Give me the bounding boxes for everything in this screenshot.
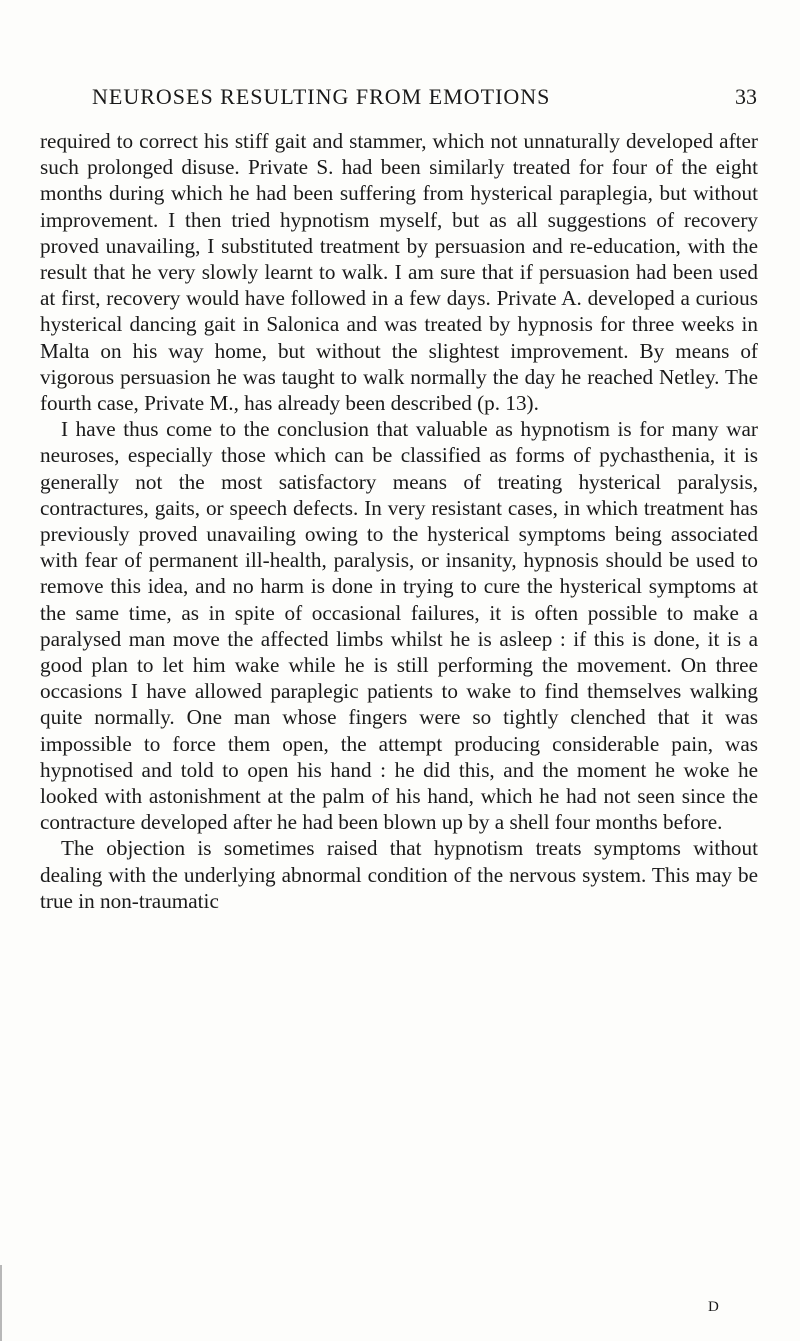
paragraph: The objection is sometimes raised that hypnotism treats symptoms without dealing with the underlying abnormal condition of the nervous system. This may be true in non-traumatic — [40, 836, 758, 913]
scan-edge-line — [0, 1265, 2, 1341]
paragraph: required to correct his stiff gait and stammer, which not unnaturally developed after such prolonged disuse. Private S. had been similarly treated for four of the eight months during which he had been suffering from hysterical paraplegia, but without improvement. I then tried hypnotism myself, but as all suggestions of recovery proved unavailing, I substituted treatment by persuasion and re-education, with the result that he very slowly learnt to walk. I am sure that if persuasion had been used at first, recovery would have followed in a few days. Private A. developed a curious hysterical dancing gait in Salonica and was treated by hypnosis for three weeks in Malta on his way home, but without the slightest improvement. By means of vigorous persuasion he was taught to walk normally the day he reached Netley. The fourth case, Private M., has already been described (p. 13). — [40, 129, 758, 416]
body-text — [40, 128, 758, 914]
paragraph: I have thus come to the conclusion that valuable as hypnotism is for many war neuroses, especially those which can be classified as forms of pychasthenia, it is generally not the most satisfactory means of treating hysterical paralysis, contractures, gaits, or speech defects. In very resistant cases, in which treatment has previously proved unavailing owing to the hysterical symptoms being associated with fear of permanent ill-health, paralysis, or insanity, hypnosis should be used to remove this idea, and no harm is done in trying to cure the hysterical symptoms at the same time, as in spite of occasional failures, it is often possible to make a paralysed man move the affected limbs whilst he is asleep : if this is done, it is a good plan to let him wake while he is still performing the movement. On three occasions I have allowed paraplegic patients to wake to find themselves walking quite normally. One man whose fingers were so tightly clenched that it was impossible to force them open, the attempt producing considerable pain, was hypnotised and told to open his hand : he did this, and the moment he woke he looked with astonishment at the palm of his hand, which he had not seen since the contracture developed after he had been blown up by a shell four months before. — [40, 417, 758, 835]
page-number: 33 — [735, 84, 757, 109]
running-head: NEUROSES RESULTING FROM EMOTIONS — [92, 84, 551, 109]
signature-mark: D — [708, 1299, 719, 1315]
